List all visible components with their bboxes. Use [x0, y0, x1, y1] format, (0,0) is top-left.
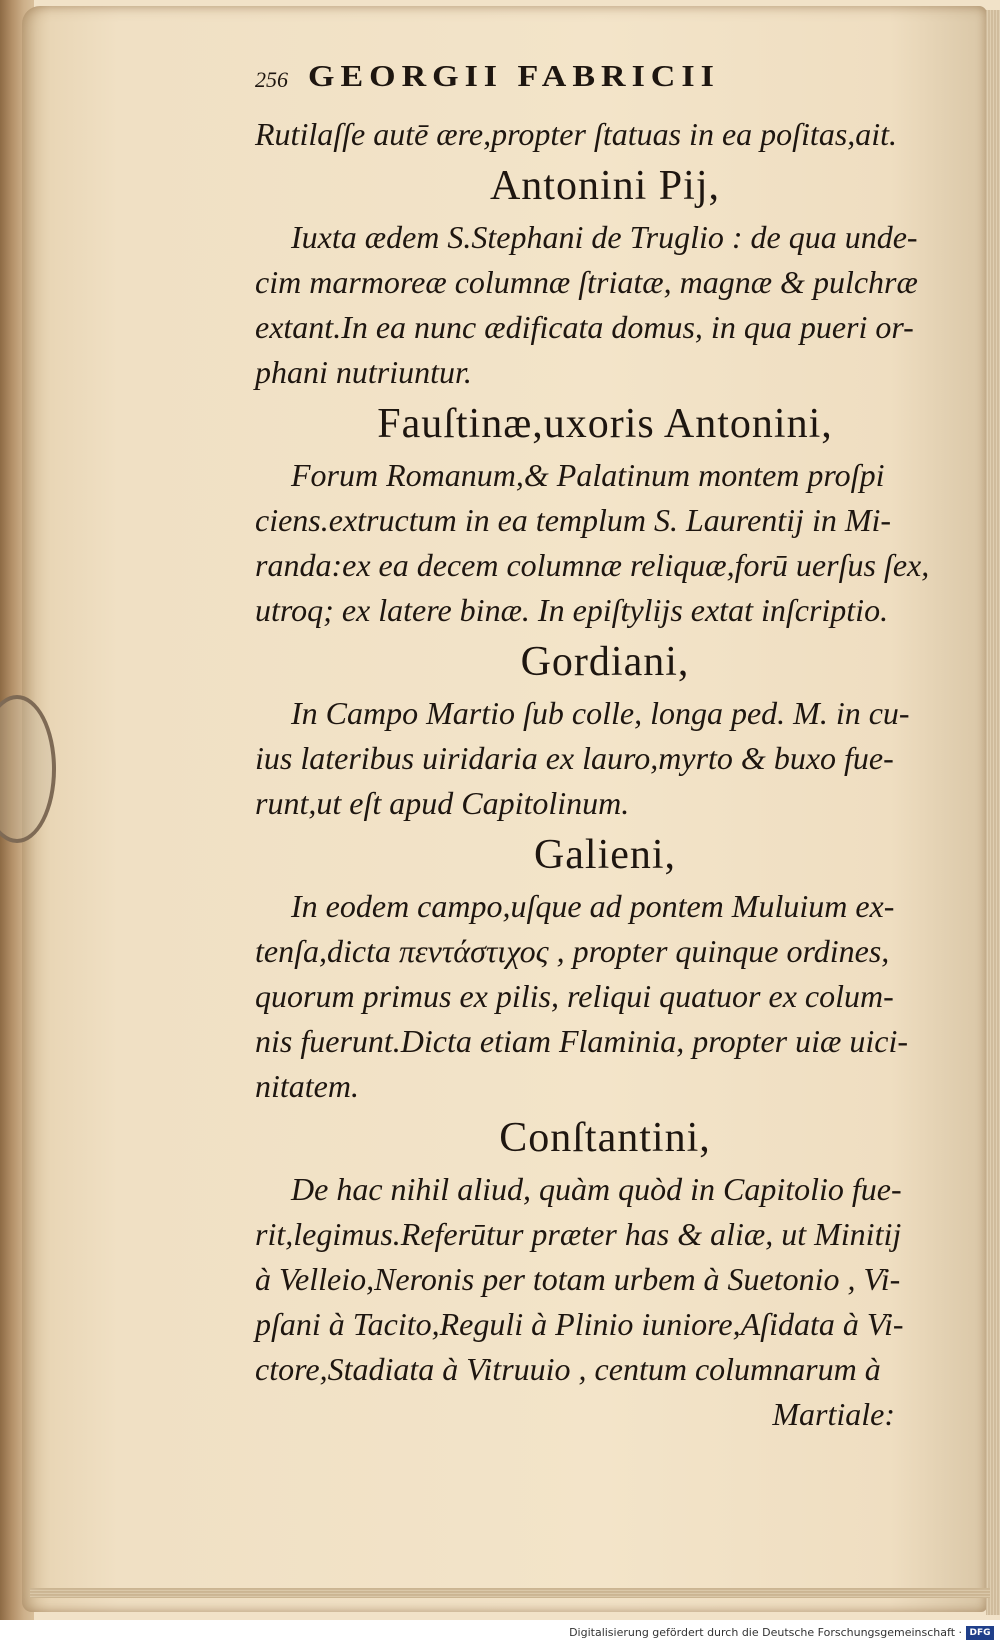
text-line: quorum primus ex pilis, reliqui quatuor ex colum-	[255, 978, 894, 1014]
text-line: ctore,Stadiata à Vitruuio , centum columnarum à	[255, 1351, 881, 1387]
text-line: à Velleio,Neronis per totam urbem à Suetonio , Vi-	[255, 1261, 901, 1297]
text-lines	[255, 112, 955, 1437]
paragraph-first-line: De hac nihil aliud, quàm quòd in Capitolio fue-	[291, 1171, 902, 1207]
text-line: pſani à Tacito,Reguli à Plinio iuniore,Aſidata à Vi-	[255, 1306, 904, 1342]
text-line: ius lateribus uiridaria ex lauro,myrto & buxo fue-	[255, 740, 894, 776]
paragraph-first-line: In eodem campo,uſque ad pontem Muluium ex-	[291, 888, 895, 924]
running-title: GEORGII FABRICII	[308, 59, 720, 94]
running-head	[255, 58, 955, 112]
text-line: ciens.extructum in ea templum S. Laurentij in Mi-	[255, 502, 892, 538]
section-heading: Conſtantini,	[499, 1115, 711, 1161]
section-heading: Galieni,	[533, 832, 677, 878]
text-line: nis fuerunt.Dicta etiam Flaminia, propter uiæ uici-	[255, 1023, 908, 1059]
text-line: nitatem.	[255, 1068, 359, 1104]
funding-credit: Digitalisierung gefördert durch die Deutsche Forschungsgemeinschaft ·	[569, 1626, 962, 1639]
text-line: rit,legimus.Referūtur præter has & aliæ, ut Minitij	[255, 1216, 902, 1252]
text-line: cim marmoreæ columnæ ſtriatæ, magnæ & pulchræ	[255, 264, 918, 300]
text-line: tenſa,dicta πεντάστιχος , propter quinque ordines,	[255, 933, 890, 969]
page-number: 256	[255, 67, 288, 92]
paragraph-first-line: Forum Romanum,& Palatinum montem proſpi	[291, 457, 885, 493]
section-heading: Fauſtinæ,uxoris Antonini,	[377, 401, 833, 447]
catchword: Martiale:	[772, 1396, 895, 1432]
text-line: Rutilaſſe autē ære,propter ſtatuas in ea poſitas,ait.	[255, 116, 898, 152]
text-line: utroq; ex latere binæ. In epiſtylijs extat inſcriptio.	[255, 592, 889, 628]
dfg-logo: DFG	[966, 1626, 994, 1640]
text-line: phani nutriuntur.	[255, 354, 472, 390]
section-heading: Antonini Pij,	[489, 163, 721, 209]
paragraph-first-line: Iuxta ædem S.Stephani de Truglio : de qua unde-	[291, 219, 918, 255]
page-fore-edge	[986, 10, 1000, 1615]
page-bottom-edge	[30, 1588, 990, 1598]
paragraph-first-line: In Campo Martio ſub colle, longa ped. M. in cu-	[291, 695, 910, 731]
text-line: randa:ex ea decem columnæ reliquæ,forū uerſus ſex,	[255, 547, 930, 583]
page-text	[255, 58, 955, 1437]
digitization-footer	[0, 1621, 1000, 1643]
text-line: extant.In ea nunc ædificata domus, in qua pueri or-	[255, 309, 914, 345]
section-heading: Gordiani,	[520, 639, 690, 685]
text-line: runt,ut eſt apud Capitolinum.	[255, 785, 630, 821]
